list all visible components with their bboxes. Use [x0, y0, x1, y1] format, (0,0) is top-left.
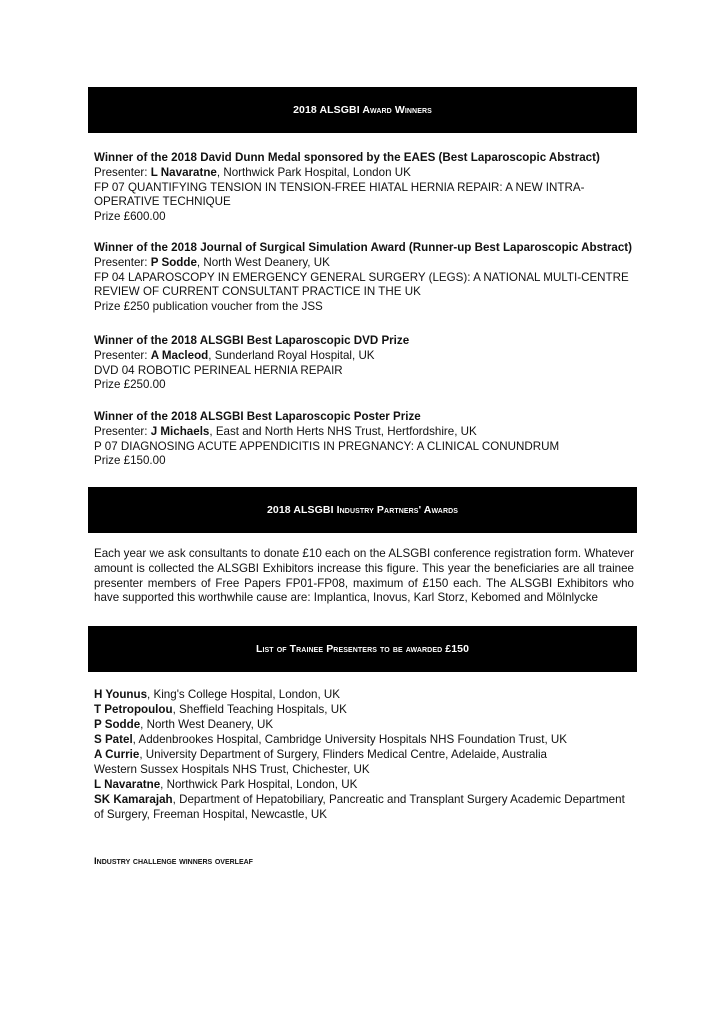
trainee-list-banner-text: List of Trainee Presenters to be awarded £150	[255, 643, 470, 655]
award-block-4	[94, 410, 634, 469]
award-title-line: FP 04 LAPAROSCOPY IN EMERGENCY GENERAL SURGERY (LEGS): A NATIONAL MULTI-CENTRE	[94, 270, 629, 284]
presenter-name: L Navaratne	[150, 165, 217, 179]
award-presenter	[94, 349, 634, 364]
award-block-3	[94, 334, 634, 393]
trainee-affiliation: , Department of Hepatobiliary, Pancreatic and Transplant Surgery Academic Department of Surgery, Freeman Hospital, Newcastle, UK	[94, 793, 625, 821]
award-title-line: OPERATIVE TECHNIQUE	[94, 195, 231, 209]
list-item	[94, 702, 634, 717]
award-presenter	[94, 166, 634, 181]
award-winners-banner	[88, 87, 637, 133]
award-block-2	[94, 241, 634, 315]
industry-awards-banner-text: 2018 ALSGBI Industry Partners' Awards	[266, 504, 459, 516]
award-title-line: P 07 DIAGNOSING ACUTE APPENDICITIS IN PREGNANCY: A CLINICAL CONUNDRUM	[94, 439, 560, 453]
trainee-name: P Sodde	[94, 718, 141, 731]
award-prize: Prize £600.00	[94, 210, 166, 224]
trainee-name: SK Kamarajah	[94, 793, 173, 806]
award-prize: Prize £250.00	[94, 378, 166, 392]
list-item	[94, 747, 634, 762]
award-heading: Winner of the 2018 ALSGBI Best Laparoscopic Poster Prize	[94, 410, 421, 423]
trainee-affiliation: , Sheffield Teaching Hospitals, UK	[172, 703, 347, 716]
award-prize: Prize £250 publication voucher from the JSS	[94, 300, 323, 314]
award-block-1	[94, 151, 634, 225]
presenter-prefix: Presenter:	[94, 255, 151, 269]
award-heading: Winner of the 2018 Journal of Surgical Simulation Award (Runner-up Best Laparoscopic Abstract)	[94, 241, 633, 254]
presenter-name: A Macleod	[150, 348, 209, 362]
industry-awards-banner	[88, 487, 637, 533]
award-presenter	[94, 425, 634, 440]
trainee-name: A Currie	[94, 748, 140, 761]
trainee-list	[94, 687, 634, 822]
list-item	[94, 792, 634, 822]
award-title-line: DVD 04 ROBOTIC PERINEAL HERNIA REPAIR	[94, 363, 343, 377]
presenter-affiliation: , North West Deanery, UK	[196, 255, 330, 269]
presenter-name: P Sodde	[150, 255, 197, 269]
trainee-name: L Navaratne	[94, 778, 161, 791]
trainee-affiliation: Western Sussex Hospitals NHS Trust, Chichester, UK	[94, 763, 370, 776]
award-title-line: REVIEW OF CURRENT CONSULTANT PRACTICE IN THE UK	[94, 285, 421, 299]
trainee-name: S Patel	[94, 733, 133, 746]
list-item	[94, 687, 634, 702]
presenter-name: J Michaels	[150, 424, 210, 438]
presenter-prefix: Presenter:	[94, 348, 151, 362]
presenter-prefix: Presenter:	[94, 424, 151, 438]
trainee-name: H Younus	[94, 688, 148, 701]
trainee-affiliation: , Northwick Park Hospital, London, UK	[160, 778, 358, 791]
presenter-affiliation: , East and North Herts NHS Trust, Hertfordshire, UK	[209, 424, 477, 438]
award-prize: Prize £150.00	[94, 454, 166, 468]
list-item	[94, 732, 634, 747]
trainee-affiliation: , King's College Hospital, London, UK	[147, 688, 341, 701]
trainee-name: T Petropoulou	[94, 703, 173, 716]
trainee-affiliation: , North West Deanery, UK	[140, 718, 274, 731]
presenter-affiliation: , Northwick Park Hospital, London UK	[216, 165, 411, 179]
award-heading: Winner of the 2018 David Dunn Medal sponsored by the EAES (Best Laparoscopic Abstract)	[94, 151, 600, 164]
award-heading: Winner of the 2018 ALSGBI Best Laparoscopic DVD Prize	[94, 334, 410, 347]
presenter-prefix: Presenter:	[94, 165, 151, 179]
award-title-line: FP 07 QUANTIFYING TENSION IN TENSION-FREE HIATAL HERNIA REPAIR: A NEW INTRA-	[94, 180, 585, 194]
list-item	[94, 762, 634, 777]
list-item	[94, 777, 634, 792]
presenter-affiliation: , Sunderland Royal Hospital, UK	[208, 348, 375, 362]
footer-note: Industry challenge winners overleaf	[94, 856, 253, 867]
trainee-affiliation: , University Department of Surgery, Flinders Medical Centre, Adelaide, Australia	[139, 748, 547, 761]
trainee-list-banner	[88, 626, 637, 672]
award-winners-banner-text: 2018 ALSGBI Award Winners	[293, 104, 432, 116]
industry-awards-paragraph: Each year we ask consultants to donate £10 each on the ALSGBI conference registration form. Whatever amount is collected the ALSGBI Exhibitors increase this figure. This year the beneficiaries are all trainee presenter members of Free Papers FP01-FP08, maximum of £150 each. The ALSGBI Exhibitors who have supported this worthwhile cause are: Implantica, Inovus, Karl Storz, Kebomed and Mölnlycke	[94, 547, 634, 605]
award-presenter	[94, 256, 634, 271]
trainee-affiliation: , Addenbrookes Hospital, Cambridge University Hospitals NHS Foundation Trust, UK	[132, 733, 567, 746]
list-item	[94, 717, 634, 732]
